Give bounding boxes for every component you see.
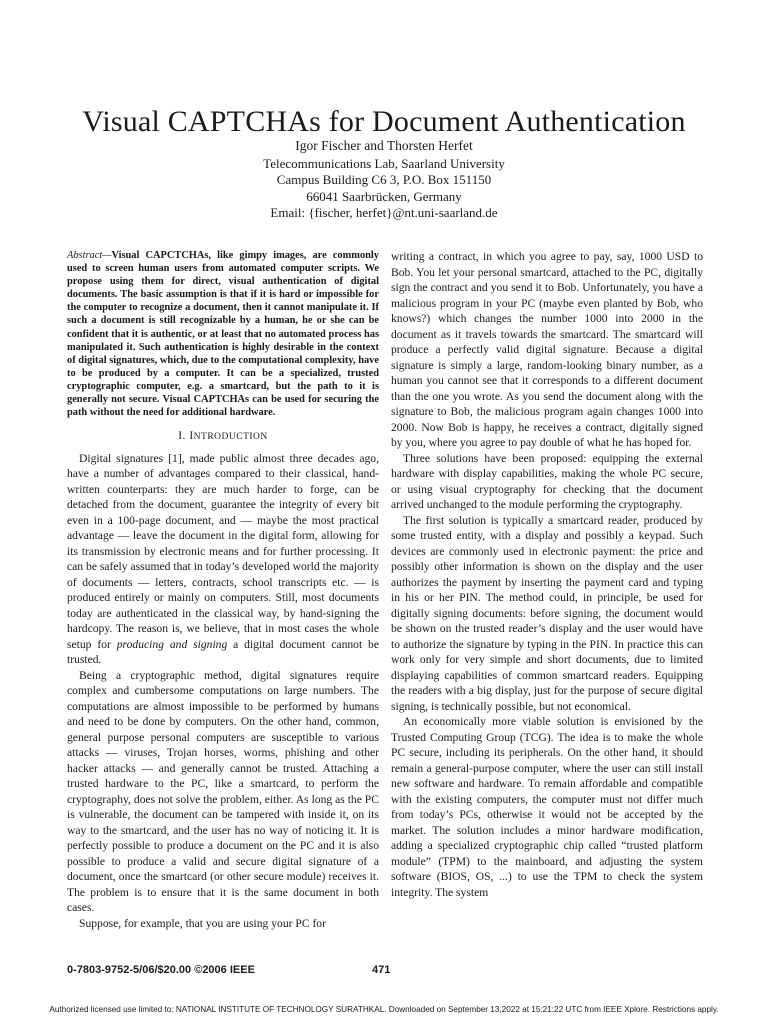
affiliation-line: 66041 Saarbrücken, Germany	[306, 188, 462, 204]
page-number: 471	[372, 964, 391, 976]
paragraph-text: Digital signatures [1], made public almost three decades ago, have a number of advantages compared to their classical, hand-written counterparts: they are much harder to forge, can be detached from the document, guarantee the integrity of every bit even in a 100-page document, and — maybe the most practical advantage — leave the document in the digital form, allowing for its transmission by electronic means and for further processing. It can be safely assumed that in today’s developed world the majority of documents — letters, contracts, school transcripts etc. — is produced entirely or mainly on computers. Still, most documents today are authenticated in the classical way, by hand-signing the hardcopy. The reason is, we believe, that in most cases the whole setup for	[67, 451, 379, 651]
body-paragraph: The first solution is typically a smartcard reader, produced by some trusted entity, with a display and possibly a keypad. Such devices are commonly used in electronic payment: the price and possibly other information is shown on the display and the user authorizes the payment by inserting the payment card and typing in his or her PIN. The method could, in principle, be used for digitally signing documents: before signing, the document would be shown on the trusted reader’s display and the user would have to authorize the signature by typing in the PIN. In practice this can work only for very simple and short documents, due to limited displaying capabilities of common smartcard readers. Equipping the readers with a big display, just for the purpose of secure digital signing, is technically possible, but not economical.	[391, 513, 703, 713]
body-paragraph	[67, 451, 379, 668]
right-column	[391, 249, 703, 900]
section-number: I.	[178, 430, 186, 443]
license-notice: Authorized licensed use limited to: NATIONAL INSTITUTE OF TECHNOLOGY SURATHKAL. Downloaded on September 13,2022 at 15:21:22 UTC from IEEE Xplore. Restrictions apply.	[49, 1005, 719, 1014]
copyright-notice: 0-7803-9752-5/06/$20.00 ©2006 IEEE	[67, 964, 255, 976]
body-paragraph: Three solutions have been proposed: equipping the external hardware with display capabilities, making the whole PC secure, or using visual cryptography for checking that the document arrived unchanged to the module performing the cryptography.	[391, 451, 703, 511]
body-paragraph: writing a contract, in which you agree to pay, say, 1000 USD to Bob. You let your personal smartcard, attached to the PC, digitally sign the contract and you send it to Bob. Unfortunately, you have a malicious program in your PC (maybe even planted by Bob, who knows?) which changes the number 1000 into 2000 in the document as it travels towards the smartcard. The smartcard will produce a perfectly valid digital signature. Because a digital signature is simply a large, random-looking binary number, as a human you cannot see that it corresponds to a different document than the one you wrote. As you send the document along with the signature to Bob, the malicious program again changes 1000 into 2000. Now Bob is happy, he receives a contract, digitally signed by you, where you agree to pay double of what he has hoped for.	[391, 250, 703, 449]
emphasis-text: producing and signing	[116, 637, 228, 651]
paper-title: Visual CAPTCHAs for Document Authentication	[82, 105, 686, 139]
author-block	[0, 138, 768, 221]
section-title-initial: I	[189, 430, 194, 443]
section-heading	[67, 429, 379, 446]
section-title-rest: NTRODUCTION	[193, 432, 268, 443]
affiliation-line: Campus Building C6 3, P.O. Box 151150	[276, 172, 492, 188]
body-paragraph: Being a cryptographic method, digital signatures require complex and cumbersome computations on large numbers. The computations are almost impossible to be performed by humans and need to be done by computers. On the other hand, common, general purpose personal computers are susceptible to various attacks — viruses, Trojan horses, worms, phishing and other hacker attacks — and generally cannot be trusted. Attaching a trusted hardware to the PC, like a smartcard, to perform the cryptography, does not solve the problem, either. As long as the PC is vulnerable, the document can be tampered with inside it, on its way to the smartcard, and the user has no way of noticing it. It is perfectly possible to produce a document on the PC and it is also possible to produce a valid and secure digital signature of a document, once the smartcard (or other secure module) receives it. The problem is to ensure that it is the same document in both cases.	[67, 668, 379, 915]
abstract-label: Abstract—	[67, 250, 112, 261]
abstract	[67, 249, 379, 419]
abstract-text: Visual CAPCTCHAs, like gimpy images, are commonly used to screen human users from automated computer scripts. We propose using them for direct, visual authentication of digital documents. The basic assumption is that if it is hard or impossible for the computer to recognize a document, then it cannot manipulate it. If such a document is still recognizable by a human, he or she can be confident that it is authentic, or at least that no automated process has manipulated it. Such authentication is highly desirable in the context of digital signatures, which, due to the computational complexity, have to be produced by a computer. It can be a specialized, trusted cryptographic computer, e.g. a smartcard, but the path to it is generally not secure. Visual CAPTCHAs can be used for securing the path without the need for additional hardware.	[67, 250, 379, 419]
body-paragraph: Suppose, for example, that you are using your PC for	[79, 916, 326, 930]
paragraph-text: a digital document cannot be trusted.	[67, 637, 380, 667]
author-email: Email: {fischer, herfet}@nt.uni-saarland.de	[270, 204, 498, 220]
affiliation-line: Telecommunications Lab, Saarland University	[263, 156, 505, 172]
left-column	[67, 249, 379, 931]
body-paragraph: An economically more viable solution is envisioned by the Trusted Computing Group (TCG). The idea is to make the whole PC secure, including its peripherals. On the other hand, it should remain a general-purpose computer, where the user can still install new software and hardware. To remain affordable and compatible with the existing computers, the computer must not differ much from today’s PCs, otherwise it would not be accepted by the market. The solution includes a minor hardware modification, adding a specialized cryptographic chip called “trusted platform module” (TPM) to the mainboard, and adjusting the system software (BIOS, OS, ...) to use the TPM to check the system integrity. The system	[391, 715, 703, 899]
author-names: Igor Fischer and Thorsten Herfet	[295, 138, 473, 153]
